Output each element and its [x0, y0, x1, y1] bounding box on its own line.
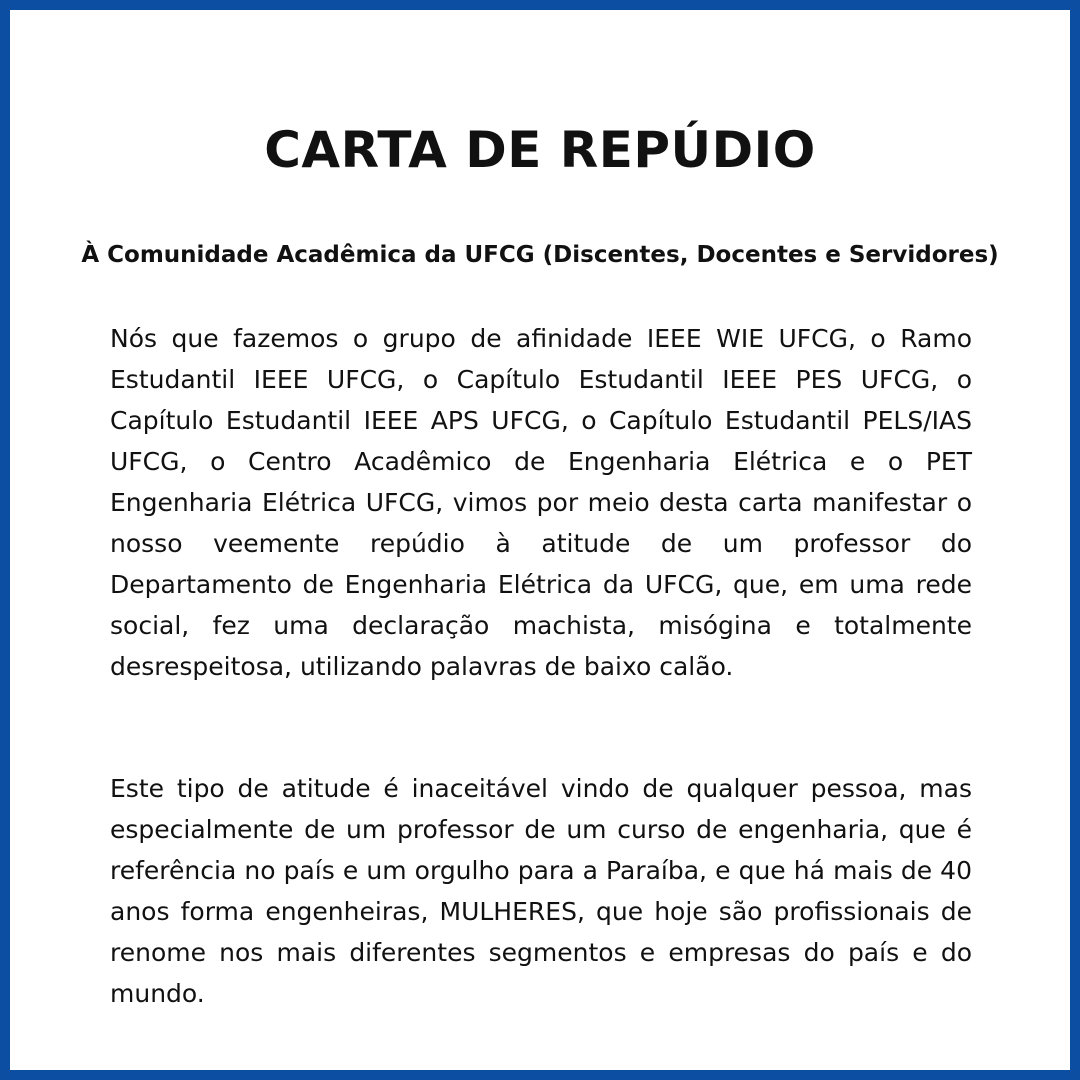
- letter-paragraph-2: Este tipo de atitude é inaceitável vindo de qualquer pessoa, mas especialmente de um professor de um curso de engenharia, que é referência no país e um orgulho para a Paraíba, e que há mais de 40 anos forma engenheiras, MULHERES, que hoje são profissionais de renome nos mais diferentes segmentos e empresas do país e do mundo.: [110, 774, 972, 1008]
- letter-paragraph-1: Nós que fazemos o grupo de afinidade IEEE WIE UFCG, o Ramo Estudantil IEEE UFCG, o Capítulo Estudantil IEEE PES UFCG, o Capítulo Estudantil IEEE APS UFCG, o Capítulo Estudantil PELS/IAS UFCG, o Centro Acadêmico de Engenharia Elétrica e o PET Engenharia Elétrica UFCG, vimos por meio desta carta manifestar o nosso veemente repúdio à atitude de um professor do Departamento de Engenharia Elétrica da UFCG, que, em uma rede social, fez uma declaração machista, misógina e totalmente desrespeitosa, utilizando palavras de baixo calão.: [110, 324, 972, 681]
- letter-salutation: À Comunidade Acadêmica da UFCG (Discentes, Docentes e Servidores): [81, 242, 999, 268]
- letter-title: CARTA DE REPÚDIO: [264, 121, 816, 179]
